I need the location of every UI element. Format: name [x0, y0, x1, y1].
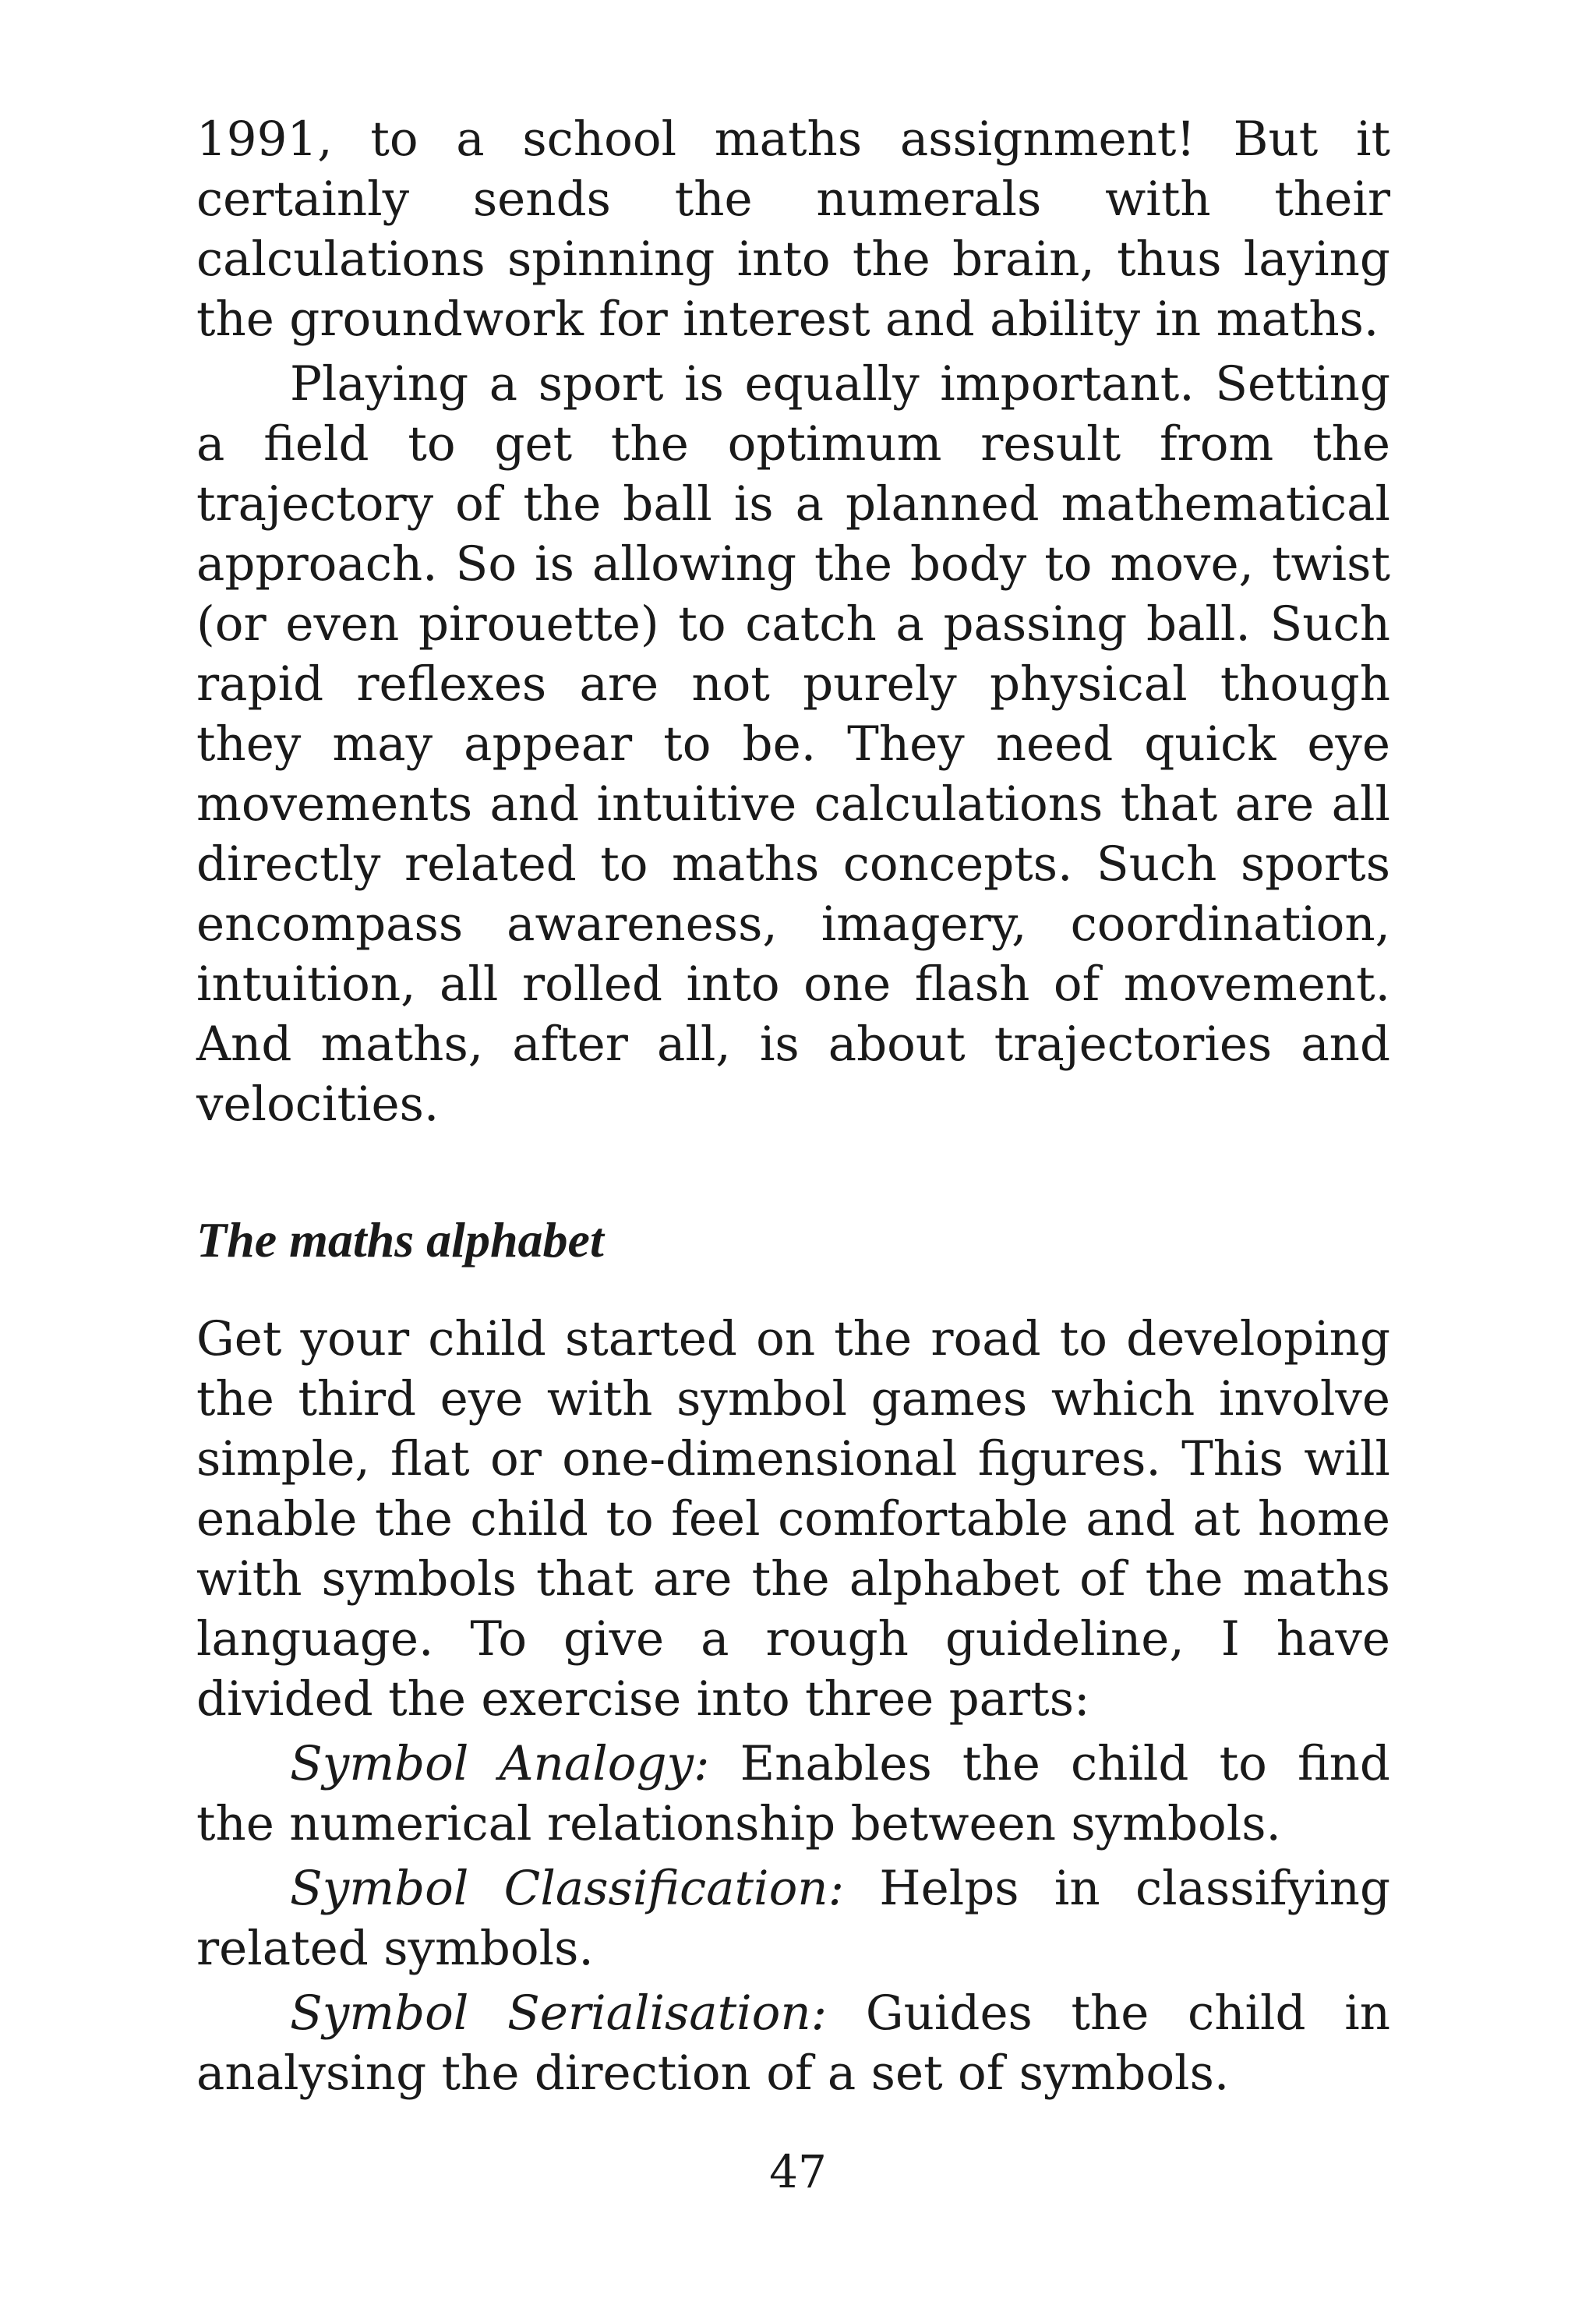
list-item-symbol-serialisation	[196, 1983, 1390, 2103]
paragraph-sport: Playing a sport is equally important. Setting a field to get the optimum result from the trajectory of the ball is a planned mathematical approach. So is allowing the body to move, twist (or even pirouette) to catch a passing ball. Such rapid reflexes are not purely physical though they may appear to be. They need quick eye movements and intuitive calculations that are all directly related to maths concepts. Such sports encompass awareness, imagery, coordination, intuition, all rolled into one flash of movement. And maths, after all, is about trajectories and velocities.	[196, 356, 1390, 1132]
term-description: Guides the child in analysing the direction of a set of symbols.	[196, 1985, 1391, 2101]
term-description: Helps in classifying related symbols.	[196, 1861, 1390, 1976]
term-description: Enables the child to find the numerical relationship between symbols.	[196, 1736, 1390, 1851]
list-item-symbol-analogy	[196, 1734, 1390, 1854]
page-number: 47	[769, 2145, 827, 2198]
paragraph-continued: 1991, to a school maths assignment! But it certainly sends the numerals with their calculations spinning into the brain, thus laying the groundwork for interest and ability in maths.	[196, 111, 1390, 347]
page-body	[196, 109, 1390, 2103]
paragraph-intro: Get your child started on the road to developing the third eye with symbol games which involve simple, flat or one-dimensional figures. This will enable the child to feel comfortable and at home with symbols that are the alphabet of the maths language. To give a rough guideline, I have divided the exercise into three parts:	[196, 1311, 1390, 1727]
list-item-symbol-classification	[196, 1858, 1390, 1978]
section-heading: The maths alphabet	[196, 1212, 604, 1268]
term-label: Symbol Classification:	[290, 1861, 845, 1916]
term-label: Symbol Serialisation:	[290, 1985, 828, 2041]
term-label: Symbol Analogy:	[290, 1736, 710, 1791]
